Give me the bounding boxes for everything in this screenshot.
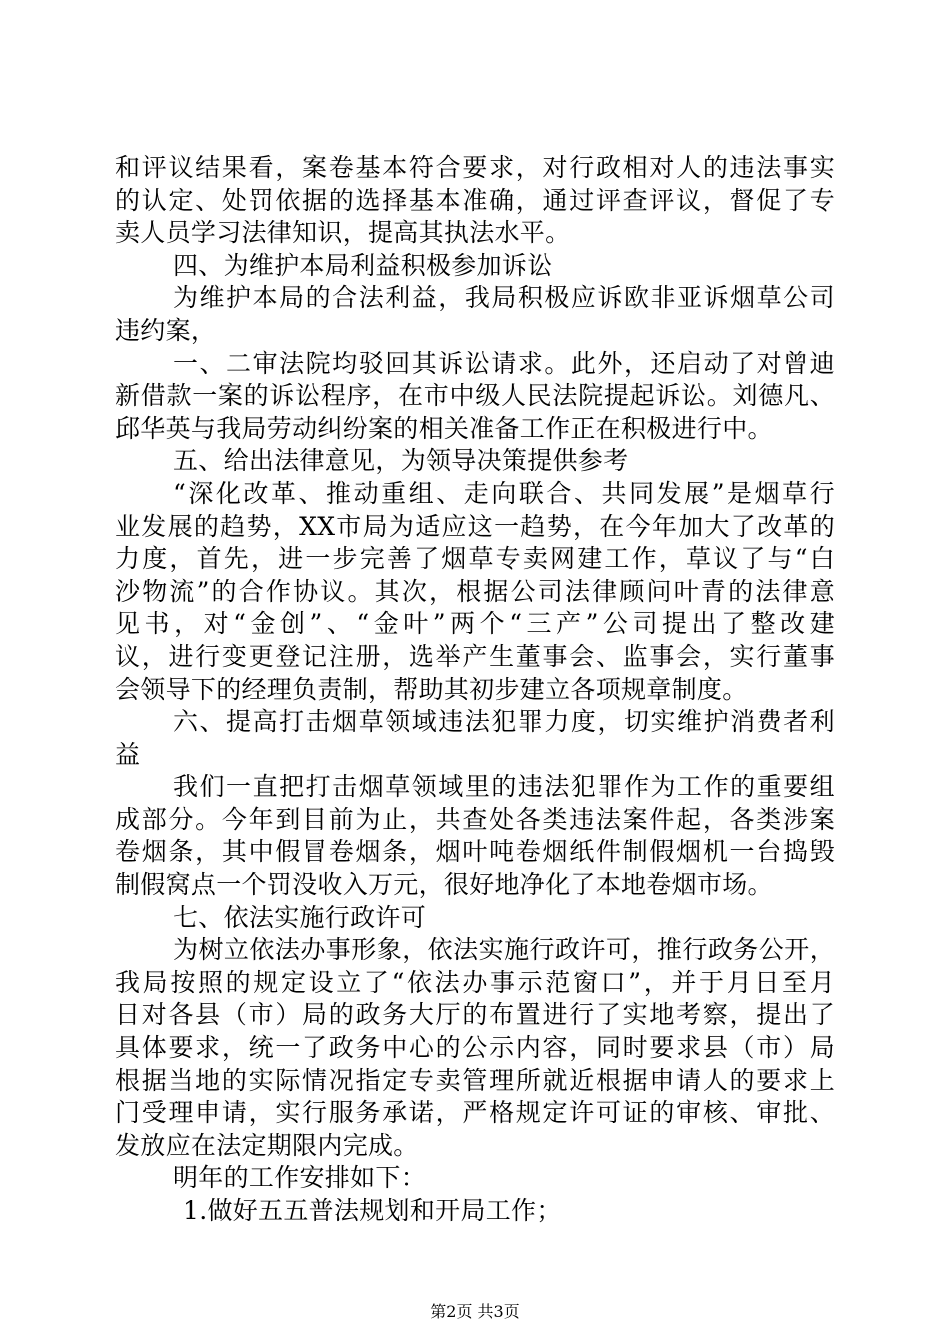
body-line: 制假窝点一个罚没收入万元，很好地净化了本地卷烟市场。 <box>115 870 773 900</box>
section-heading: 益 <box>115 739 141 769</box>
body-line: 卖人员学习法律知识，提高其执法水平。 <box>115 218 571 248</box>
body-line: 我们一直把打击烟草领域里的违法犯罪作为工作的重要组 <box>173 772 835 802</box>
body-line: 我局按照的规定设立了“依法办事示范窗口”，并于月日至月 <box>115 967 835 997</box>
body-line: 会领导下的经理负责制，帮助其初步建立各项规章制度。 <box>115 674 748 704</box>
body-line: 业发展的趋势，XX市局为适应这一趋势，在今年加大了改革的 <box>115 511 835 541</box>
body-line: 卷烟条，其中假冒卷烟条，烟叶吨卷烟纸件制假烟机一台捣毁 <box>115 837 835 867</box>
body-line: “深化改革、推动重组、走向联合、共同发展”是烟草行 <box>173 478 835 508</box>
body-line: 邱华英与我局劳动纠纷案的相关准备工作正在积极进行中。 <box>115 413 773 443</box>
body-line: 违约案， <box>115 315 217 345</box>
document-body <box>115 152 835 1228</box>
body-line: 日对各县（市）局的政务大厅的布置进行了实地考察，提出了 <box>115 1000 835 1030</box>
list-item: 1.做好五五普法规划和开局工作； <box>183 1196 562 1225</box>
body-line: 根据当地的实际情况指定专卖管理所就近根据申请人的要求上 <box>115 1065 835 1095</box>
body-line: 的认定、处罚依据的选择基本准确，通过评查评议，督促了专 <box>115 185 835 215</box>
section-heading: 六、提高打击烟草领域违法犯罪力度，切实维护消费者利 <box>173 707 835 737</box>
body-line: 为维护本局的合法利益，我局积极应诉欧非亚诉烟草公司 <box>173 283 835 313</box>
body-line: 为树立依法办事形象，依法实施行政许可，推行政务公开， <box>173 935 835 965</box>
body-line: 和评议结果看，案卷基本符合要求，对行政相对人的违法事实 <box>115 153 835 182</box>
body-line: 一、二审法院均驳回其诉讼请求。此外，还启动了对曾迪 <box>173 348 835 378</box>
body-line: 门受理申请，实行服务承诺，严格规定许可证的审核、审批、 <box>115 1098 835 1128</box>
section-heading: 五、给出法律意见，为领导决策提供参考 <box>173 446 629 476</box>
body-line: 新借款一案的诉讼程序，在市中级人民法院提起诉讼。刘德凡、 <box>115 381 835 411</box>
body-line: 成部分。今年到目前为止，共查处各类违法案件起，各类涉案 <box>115 804 835 834</box>
body-line: 力度，首先，进一步完善了烟草专卖网建工作，草议了与“白 <box>115 544 835 574</box>
body-line: 发放应在法定期限内完成。 <box>115 1130 419 1160</box>
body-line: 具体要求，统一了政务中心的公示内容，同时要求县（市）局 <box>115 1033 835 1063</box>
section-heading: 四、为维护本局利益积极参加诉讼 <box>173 250 553 280</box>
page-footer: 第2页 共3页 <box>430 1302 520 1321</box>
body-line: 沙物流”的合作协议。其次，根据公司法律顾问叶青的法律意 <box>115 576 835 606</box>
section-heading: 七、依法实施行政许可 <box>173 902 427 932</box>
body-line: 明年的工作安排如下： <box>173 1163 427 1193</box>
body-line: 议，进行变更登记注册，选举产生董事会、监事会，实行董事 <box>115 641 835 671</box>
body-line: 见书，对“金创”、“金叶”两个“三产”公司提出了整改建 <box>115 609 835 639</box>
